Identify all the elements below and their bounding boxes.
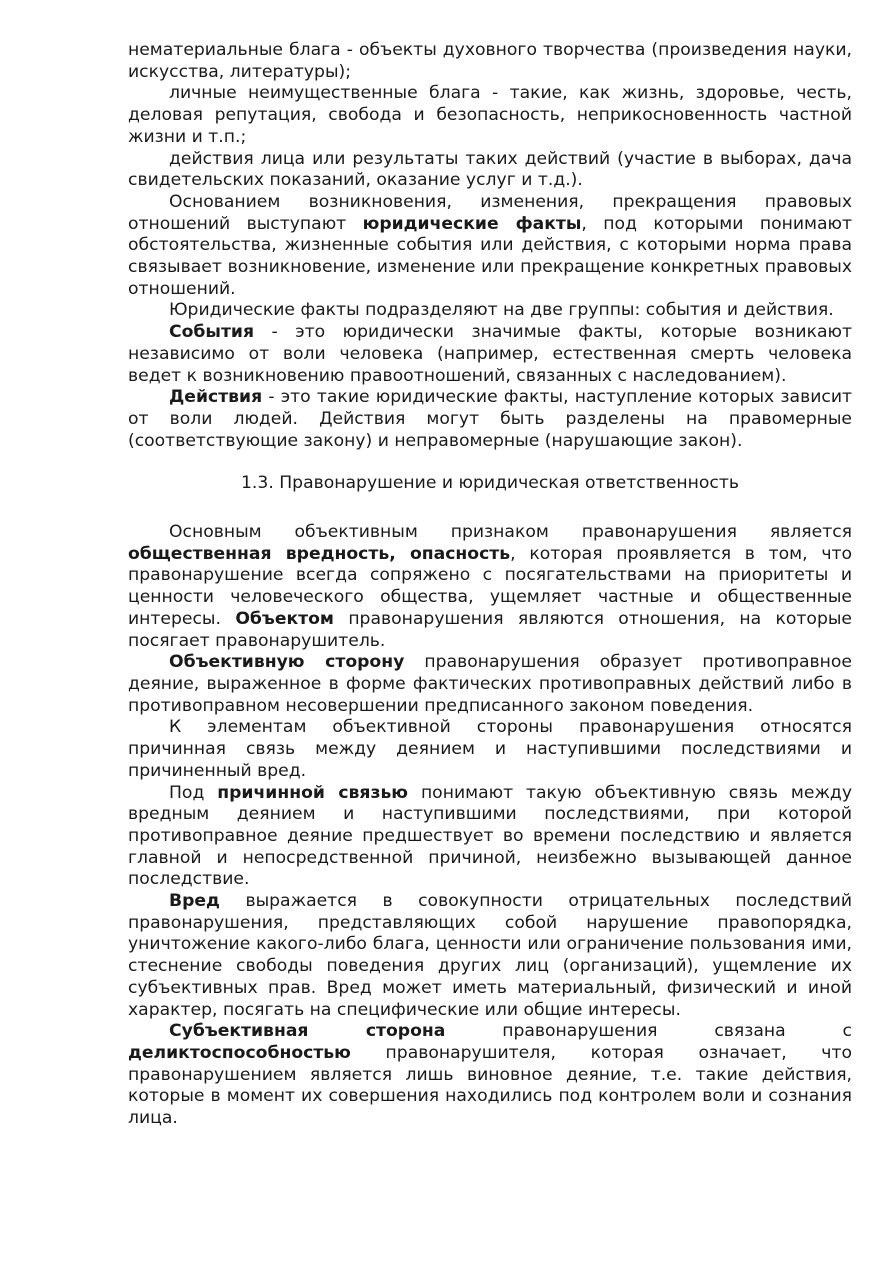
- term-subjective-side: Субъективная сторона: [169, 1021, 446, 1042]
- paragraph-text: К элементам объективной стороны правонарушения относятся причинная связь между деянием и наступившими последствиями и причиненный вред.: [128, 717, 852, 781]
- paragraph-text: выражается в совокупности отрицательных последствий правонарушения, представляющих собой нарушение правопорядка, уничтожение какого-либо блага, ценности или ограничение пользования ими, стеснение свободы поведения других лиц (организаций), ущемление их субъективных прав. Вред может иметь материальный, физический и иной характер, посягать на специфические или общие интересы.: [128, 891, 852, 1020]
- paragraph-social-harm: [128, 522, 852, 652]
- paragraph-text: личные неимущественные блага - такие, как жизнь, здоровье, честь, деловая репутация, свобода и безопасность, неприкосновенность частной жизни и т.п.;: [128, 83, 852, 147]
- term-legal-facts: юридические факты: [362, 213, 582, 234]
- paragraph-text: действия лица или результаты таких действий (участие в выборах, дача свидетельских показаний, оказание услуг и т.д.).: [128, 148, 852, 191]
- paragraph-text: - это такие юридические факты, наступление которых зависит от воли людей. Действия могут быть разделены на правомерные (соответствующие закону) и неправомерные (нарушающие закон).: [128, 387, 852, 451]
- paragraph-legal-facts-groups: [128, 300, 852, 322]
- term-harm: Вред: [169, 891, 220, 912]
- paragraph-text: Основным объективным признаком правонарушения является: [169, 522, 852, 543]
- paragraph-person-actions: [128, 149, 852, 192]
- paragraph-objective-elements: [128, 717, 852, 782]
- paragraph-text: правонарушения образует противоправное деяние, выраженное в форме фактических противоправных действий либо в противоправном несовершении предписанного законом поведения.: [128, 652, 852, 716]
- paragraph-text: , которая проявляется в том, что правонарушение всегда сопряжено с посягательствами на приоритеты и ценности человеческого общества, ущемляет частные и общественные интересы.: [128, 543, 853, 629]
- paragraph-actions: [128, 387, 852, 452]
- term-actions: Действия: [169, 387, 263, 408]
- term-social-harm: общественная вредность, опасность: [128, 543, 511, 564]
- paragraph-text: правонарушителя, которая означает, что правонарушением является лишь виновное деяние, т.е. такие действия, которые в момент их совершения находились под контролем воли и сознания лица.: [128, 1042, 852, 1129]
- paragraph-text: Основанием возникновения, изменения, прекращения правовых отношений выступают: [128, 191, 852, 234]
- paragraph-objective-side: [128, 652, 852, 717]
- paragraph-causal-link: [128, 783, 852, 892]
- paragraph-text: правонарушения связана с: [445, 1021, 852, 1042]
- term-events: События: [169, 322, 255, 343]
- paragraph-text: понимают такую объективную связь между вредным деянием и наступившими последствиями, при которой противоправное деяние предшествует во времени последствию и является главной и непосредственной причиной, неизбежно вызывающей данное последствие.: [128, 782, 852, 890]
- paragraph-text: правонарушения являются отношения, на которые посягает правонарушитель.: [128, 608, 852, 651]
- paragraph-text: - это юридически значимые факты, которые возникают независимо от воли человека (например, естественная смерть человека ведет к возникновению правоотношений, связанных с наследованием).: [128, 322, 852, 386]
- term-delictual-capacity: деликтоспособностью: [128, 1042, 351, 1063]
- section-heading: 1.3. Правонарушение и юридическая ответственность: [241, 473, 739, 494]
- paragraph-harm: [128, 891, 852, 1021]
- paragraph-text: нематериальные блага - объекты духовного творчества (произведения науки, искусства, литературы);: [128, 40, 852, 82]
- paragraph-text: Под: [169, 782, 218, 803]
- paragraph-text: , под которыми понимают обстоятельства, жизненные события или действия, с которыми норма права связывает возникновение, изменение или прекращение конкретных правовых отношений.: [128, 213, 853, 299]
- term-objective-side: Объективную сторону: [169, 652, 405, 673]
- document-page: [128, 40, 852, 1130]
- paragraph-text: Юридические факты подразделяют на две группы: события и действия.: [169, 300, 834, 321]
- paragraph-personal-benefits: [128, 83, 852, 148]
- paragraph-subjective-side: [128, 1021, 852, 1130]
- term-object: Объектом: [235, 608, 334, 629]
- paragraph-intangible-benefits: [128, 40, 852, 83]
- term-causal-link: причинной связью: [217, 782, 409, 803]
- paragraph-events: [128, 322, 852, 387]
- paragraph-legal-facts: [128, 192, 852, 301]
